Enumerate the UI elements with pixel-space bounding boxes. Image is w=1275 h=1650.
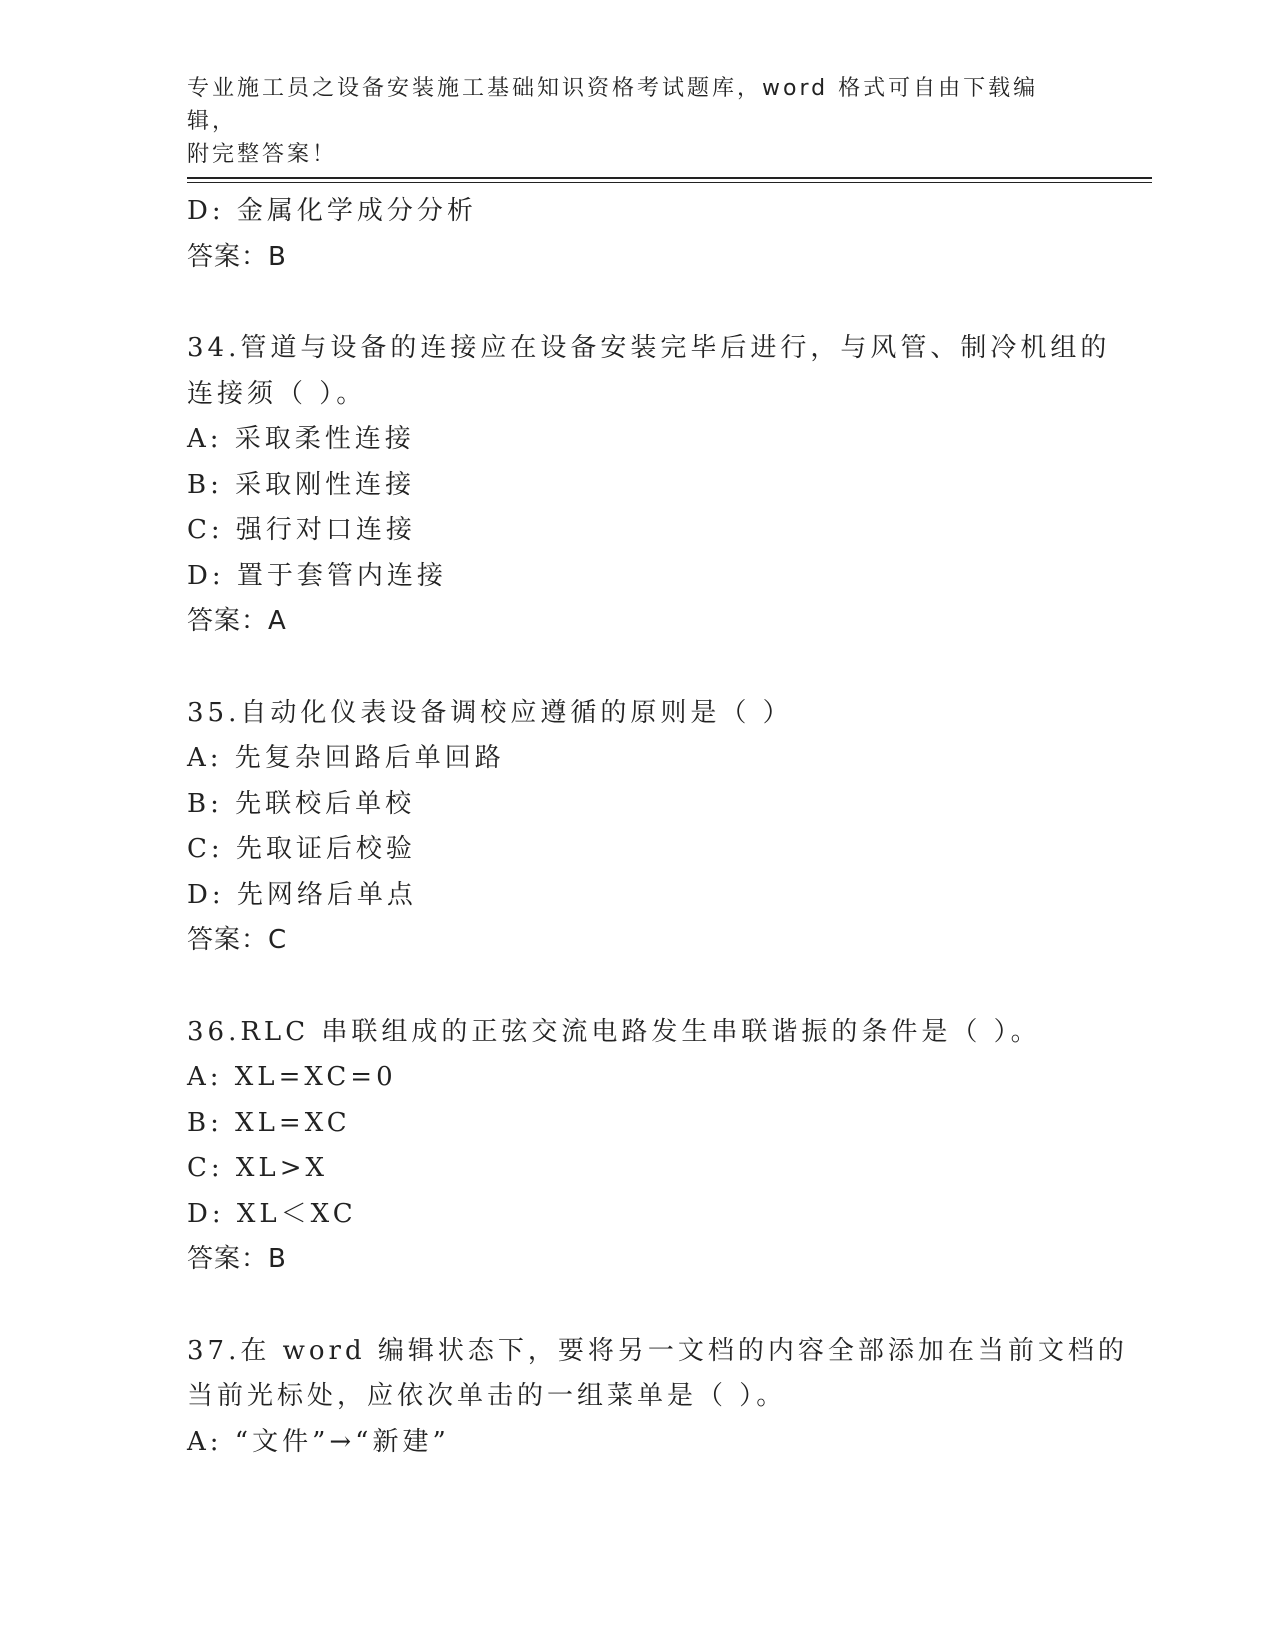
answer-line: 答案：B [187, 1244, 287, 1274]
question-stem: 35.自动化仪表设备调校应遵循的原则是（ ） [187, 697, 793, 728]
option-d: D: 先网络后单点 [187, 879, 417, 910]
question-33-tail [187, 189, 1107, 280]
question-stem-cont: 连接须（ ）。 [187, 378, 367, 409]
spacer [187, 280, 1107, 326]
question-stem-cont: 当前光标处，应依次单击的一组菜单是（ ）。 [187, 1381, 787, 1411]
question-stem: 36.RLC 串联组成的正弦交流电路发生串联谐振的条件是（ ）。 [187, 1016, 1041, 1047]
page-header [187, 72, 1087, 171]
question-list [187, 189, 1128, 1465]
option-b: B: 先联校后单校 [187, 788, 416, 819]
answer-line: 答案：C [187, 925, 288, 955]
option-a: A: 先复杂回路后单回路 [187, 743, 505, 773]
question-stem: 37.在 word 编辑状态下，要将另一文档的内容全部添加在当前文档的 [187, 1335, 1128, 1366]
option-c: C: XL>X [187, 1153, 328, 1183]
option-c: C: 先取证后校验 [187, 834, 416, 864]
question-37 [187, 1329, 1128, 1466]
option-d: D: XL＜XC [187, 1198, 357, 1229]
answer-line: 答案：B [187, 241, 287, 272]
header-divider [187, 177, 1152, 179]
option-a: A: XL=XC=0 [187, 1062, 397, 1092]
header-divider-thin [187, 182, 1152, 183]
option-b: B: 采取刚性连接 [187, 469, 416, 500]
answer-line: 答案：A [187, 606, 287, 636]
option-d: D: 金属化学成分分析 [187, 196, 477, 226]
header-line-2: 附完整答案！ [187, 142, 338, 167]
question-36 [187, 1010, 1107, 1283]
option-b: B: XL=XC [187, 1107, 351, 1138]
option-d: D: 置于套管内连接 [187, 560, 447, 591]
option-c: C: 强行对口连接 [187, 515, 416, 545]
spacer [187, 1283, 1107, 1329]
option-a: A: “文件”→“新建” [187, 1426, 450, 1457]
spacer [187, 645, 1107, 691]
spacer [187, 964, 1107, 1010]
option-a: A: 采取柔性连接 [187, 424, 415, 454]
question-35 [187, 691, 1107, 964]
header-line-1: 专业施工员之设备安装施工基础知识资格考试题库，word 格式可自由下载编辑， [187, 76, 1039, 134]
question-34 [187, 326, 1111, 645]
question-stem: 34.管道与设备的连接应在设备安装完毕后进行，与风管、制冷机组的 [187, 333, 1111, 363]
